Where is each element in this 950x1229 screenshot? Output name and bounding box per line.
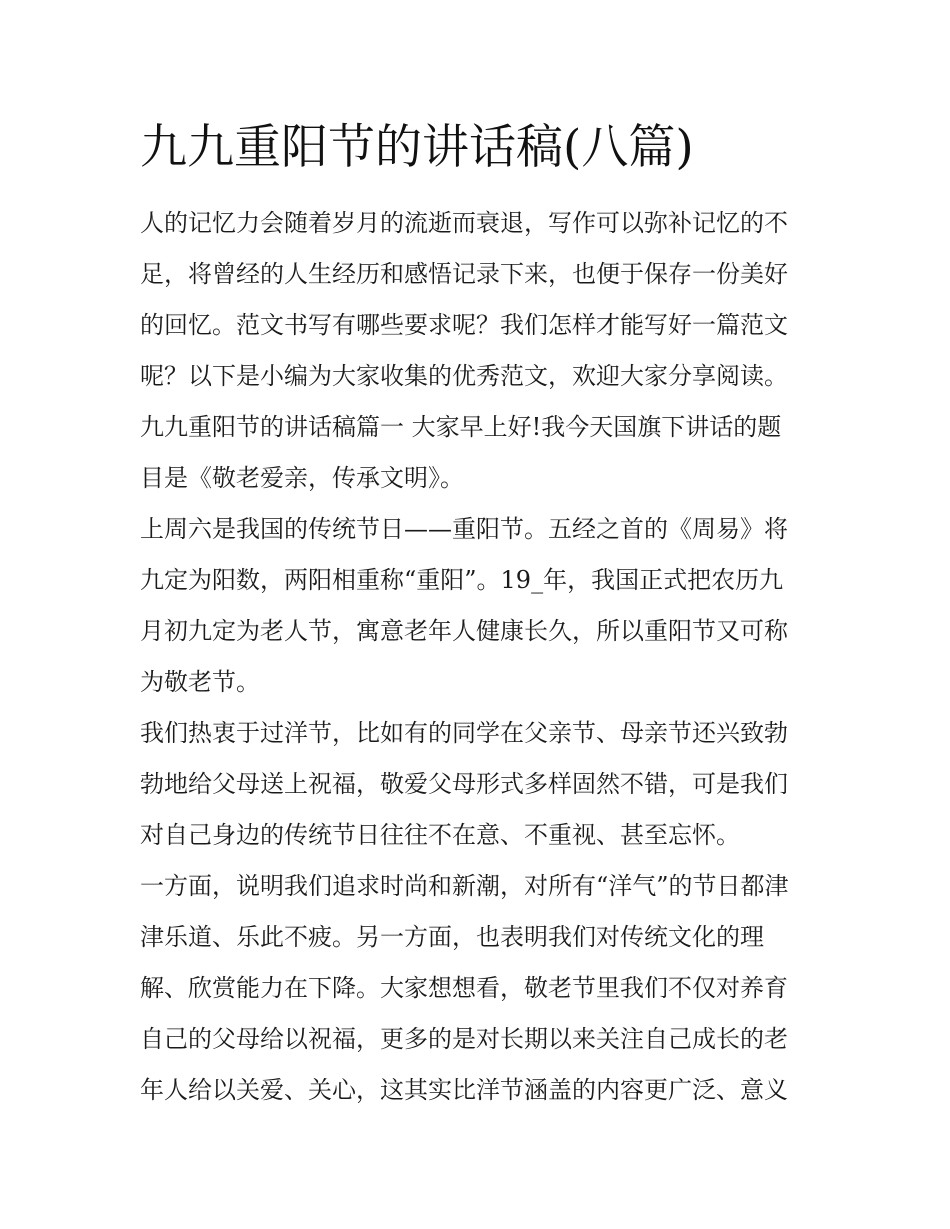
body-line: 年人给以关爱、关心，这其实比洋节涵盖的内容更广泛、意义 <box>140 1076 788 1104</box>
body-line: 九定为阳数，两阳相重称“重阳”。19_年，我国正式把农历九 <box>140 566 784 594</box>
body-line: 月初九定为老人节，寓意老年人健康长久，所以重阳节又可称 <box>140 617 788 645</box>
body-line: 目是《敬老爱亲，传承文明》。 <box>140 464 464 492</box>
body-line: 呢？以下是小编为大家收集的优秀范文，欢迎大家分享阅读。 <box>140 362 788 390</box>
body-line: 对自己身边的传统节日往往不在意、不重视、甚至忘怀。 <box>140 821 740 849</box>
document-title: 九九重阳节的讲话稿(八篇) <box>140 120 694 175</box>
body-line: 足，将曾经的人生经历和感悟记录下来，也便于保存一份美好 <box>140 260 788 288</box>
body-line: 自己的父母给以祝福，更多的是对长期以来关注自己成长的老 <box>140 1025 788 1053</box>
body-line: 人的记忆力会随着岁月的流逝而衰退，写作可以弥补记忆的不 <box>140 209 788 237</box>
body-line: 九九重阳节的讲话稿篇一 大家早上好!我今天国旗下讲话的题 <box>140 413 782 441</box>
body-line: 解、欣赏能力在下降。大家想想看，敬老节里我们不仅对养育 <box>140 974 788 1002</box>
body-line: 的回忆。范文书写有哪些要求呢？我们怎样才能写好一篇范文 <box>140 311 788 339</box>
document-body <box>140 198 812 1116</box>
body-line: 津乐道、乐此不疲。另一方面，也表明我们对传统文化的理 <box>140 923 764 951</box>
body-line: 一方面，说明我们追求时尚和新潮，对所有“洋气”的节日都津 <box>140 872 789 900</box>
body-line: 勃地给父母送上祝福，敬爱父母形式多样固然不错，可是我们 <box>140 770 788 798</box>
body-line: 我们热衷于过洋节，比如有的同学在父亲节、母亲节还兴致勃 <box>140 719 788 747</box>
body-line: 上周六是我国的传统节日——重阳节。五经之首的《周易》将 <box>140 515 788 543</box>
body-line: 为敬老节。 <box>140 668 260 696</box>
